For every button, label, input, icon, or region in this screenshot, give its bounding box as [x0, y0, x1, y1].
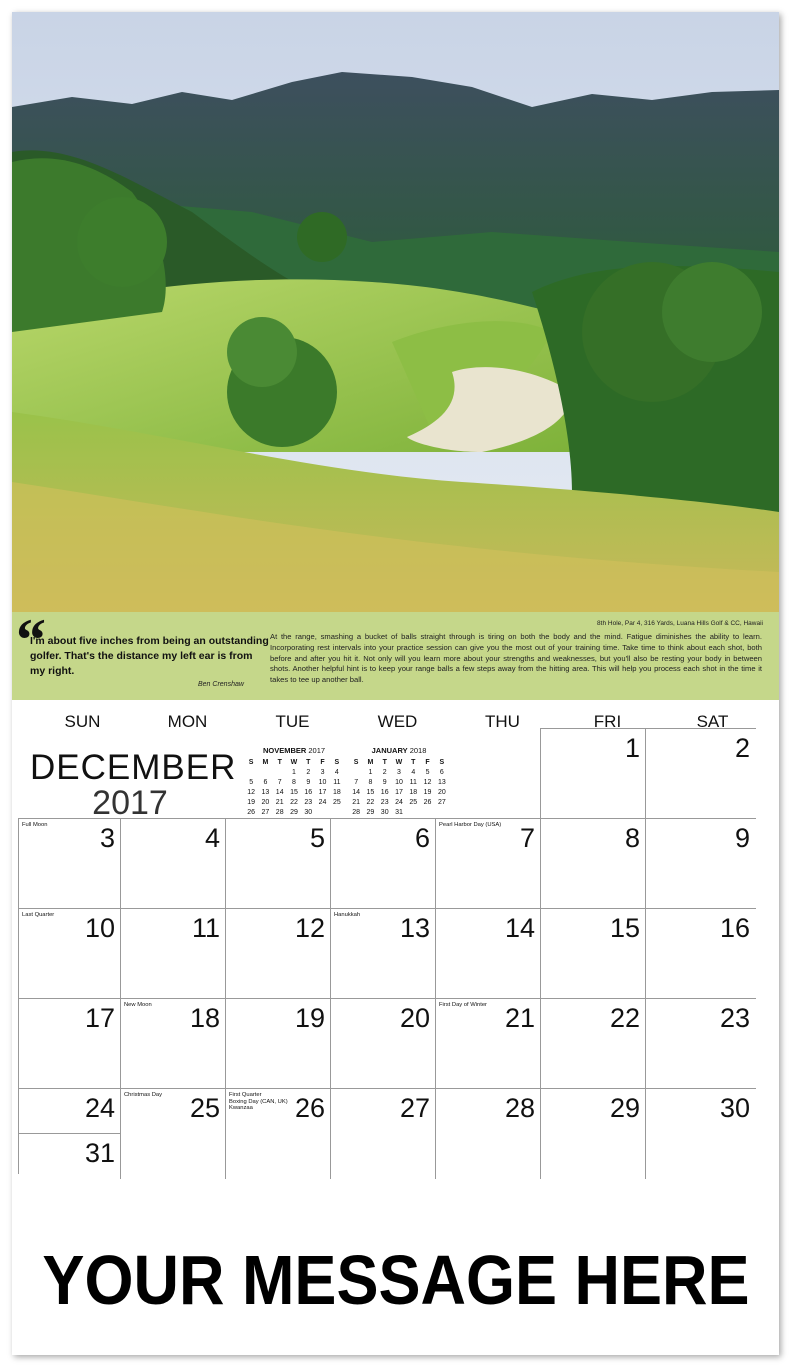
- golf-tip-text: At the range, smashing a bucket of balls straight through is tiring on both the body and the mind. Fatigue diminishes the ability to learn. Incorporating rest intervals into your practice session can give you the most out of your training time. Take time to think about each shot, both before and after you hit it. Not only will you learn more about your strengths and weaknesses, but you'll also be resting your body in between shots. Another helpful hint is to keep your range balls a few steps away from the hitting area. This will help you process each shot in the time it takes to tee up another ball.: [270, 632, 762, 685]
- mini-week-row: [349, 787, 449, 797]
- day-cell[interactable]: [645, 728, 756, 819]
- mini-day: 28: [275, 808, 284, 816]
- day-number: 9: [734, 823, 750, 853]
- day-number: 31: [84, 1138, 115, 1168]
- day-number: 11: [191, 913, 220, 943]
- day-cell[interactable]: [645, 998, 756, 1089]
- day-number: 14: [504, 913, 535, 943]
- mini-day: 22: [366, 798, 375, 806]
- mini-day: 21: [275, 798, 284, 806]
- day-event-label: Pearl Harbor Day (USA): [439, 822, 502, 828]
- mini-calendar-previous: [244, 746, 344, 817]
- golf-course-photo: [12, 12, 779, 612]
- day-cell[interactable]: [330, 1088, 436, 1179]
- day-number: 26: [294, 1093, 325, 1123]
- day-cell[interactable]: [18, 1133, 121, 1174]
- mini-weekday: T: [306, 758, 311, 766]
- day-cell[interactable]: [435, 908, 541, 999]
- mini-day: 19: [247, 798, 256, 806]
- mini-day: 2: [306, 768, 311, 776]
- day-cell[interactable]: [330, 998, 436, 1089]
- day-number: 24: [84, 1093, 115, 1123]
- day-cell[interactable]: [120, 908, 226, 999]
- mini-day: 15: [366, 788, 375, 796]
- day-number: 13: [399, 913, 430, 943]
- day-event-label: Christmas Day: [124, 1092, 163, 1098]
- day-cell[interactable]: [540, 728, 646, 819]
- mini-day: 31: [395, 808, 403, 816]
- day-number: 22: [609, 1003, 640, 1033]
- footer-message: YOUR MESSAGE HERE: [42, 1241, 750, 1319]
- mini-day: 9: [306, 778, 311, 786]
- mini-day: 18: [409, 788, 418, 796]
- mini-day: 6: [439, 768, 444, 776]
- mini-week-row: [349, 797, 449, 807]
- mini-day: [406, 807, 420, 817]
- day-cell[interactable]: [435, 818, 541, 909]
- day-cell[interactable]: [435, 1088, 541, 1179]
- mini-week-row: [349, 767, 449, 777]
- mini-day: 6: [263, 778, 268, 786]
- day-number: 8: [624, 823, 640, 853]
- day-number: 10: [84, 913, 115, 943]
- mini-weekday: S: [353, 758, 359, 766]
- mini-day: 1: [292, 768, 296, 776]
- mini-weekday: S: [248, 758, 254, 766]
- mini-day: 14: [275, 788, 284, 796]
- photo-caption: 8th Hole, Par 4, 316 Yards, Luana Hills Golf & CC, Hawaii: [597, 620, 763, 627]
- day-number: 4: [204, 823, 220, 853]
- mini-day: 29: [290, 808, 298, 816]
- mini-calendar-title: [349, 746, 449, 755]
- mini-weekday: F: [320, 758, 325, 766]
- mini-day: 4: [411, 768, 416, 776]
- day-cell[interactable]: [435, 998, 541, 1089]
- mini-week-row: [244, 807, 344, 817]
- mini-weekday: W: [290, 758, 298, 766]
- mini-weekday: S: [334, 758, 340, 766]
- day-number: 16: [719, 913, 750, 943]
- mini-day: 30: [380, 808, 389, 816]
- day-cell[interactable]: [540, 818, 646, 909]
- day-cell[interactable]: [18, 908, 121, 999]
- day-number: 19: [294, 1003, 325, 1033]
- day-number: 18: [189, 1003, 220, 1033]
- day-number: 23: [719, 1003, 750, 1033]
- weekday-mon: MON: [167, 712, 208, 731]
- mini-day: [435, 807, 449, 817]
- day-event-label: First Quarter Boxing Day (CAN, UK) Kwanzaa: [229, 1092, 288, 1111]
- day-event-label: Last Quarter: [22, 912, 55, 918]
- day-number: 7: [519, 823, 535, 853]
- day-cell[interactable]: [120, 998, 226, 1089]
- day-number: 15: [609, 913, 640, 943]
- mini-day: [315, 807, 329, 817]
- day-cell[interactable]: [540, 1088, 646, 1179]
- day-cell[interactable]: [120, 818, 226, 909]
- mini-day: 10: [318, 778, 327, 786]
- mini-day: 7: [277, 778, 282, 786]
- day-number: 6: [414, 823, 430, 853]
- mini-day: 7: [354, 778, 359, 786]
- mini-day: 11: [333, 778, 341, 786]
- mini-day: 8: [292, 778, 296, 786]
- mini-day: [258, 767, 272, 777]
- mini-day: 19: [423, 788, 432, 796]
- mini-day: 12: [423, 778, 432, 786]
- day-number: 2: [734, 733, 750, 763]
- quote-text: I'm about five inches from being an outstanding golfer. That's the distance my left ear is from my right.: [30, 635, 269, 677]
- mini-weekday: T: [411, 758, 416, 766]
- mini-weekday: W: [395, 758, 403, 766]
- mini-month-name: NOVEMBER: [262, 746, 307, 755]
- mini-day: 17: [395, 788, 403, 796]
- day-cell[interactable]: [540, 998, 646, 1089]
- mini-week-row: [349, 807, 449, 817]
- mini-day: 29: [366, 808, 375, 816]
- day-number: 28: [504, 1093, 535, 1123]
- mini-day: 23: [380, 798, 389, 806]
- mini-day: 14: [352, 788, 361, 796]
- mini-day: 25: [409, 798, 418, 806]
- day-cell[interactable]: [225, 1088, 331, 1179]
- mini-week-row: [244, 797, 344, 807]
- mini-calendar-grid: [244, 757, 344, 817]
- mini-day: [420, 807, 434, 817]
- mini-day: 4: [334, 768, 339, 776]
- day-number: 27: [399, 1093, 430, 1123]
- landscape-illustration: [12, 12, 779, 612]
- day-cell[interactable]: [18, 1088, 121, 1134]
- mini-day: 2: [382, 768, 387, 776]
- mini-day: 5: [249, 778, 254, 786]
- day-number: 20: [399, 1003, 430, 1033]
- mini-weekday: T: [382, 758, 387, 766]
- mini-day: 20: [261, 798, 270, 806]
- day-number: 3: [99, 823, 115, 853]
- weekday-tue: TUE: [275, 712, 310, 731]
- mini-calendar-next: [349, 746, 449, 817]
- mini-day: [244, 767, 258, 777]
- day-number: 5: [309, 823, 325, 853]
- mini-calendar-grid: [349, 757, 449, 817]
- day-number: 25: [189, 1093, 220, 1123]
- day-number: 17: [84, 1003, 115, 1033]
- day-number: 21: [504, 1003, 535, 1033]
- mini-day: 9: [382, 778, 387, 786]
- day-cell[interactable]: [330, 818, 436, 909]
- mini-day: [330, 807, 344, 817]
- day-cell[interactable]: [645, 818, 756, 909]
- info-bar: [12, 607, 779, 700]
- mini-day: 30: [304, 808, 313, 816]
- mini-day: 5: [425, 768, 430, 776]
- mini-day: 25: [332, 798, 341, 806]
- day-cell[interactable]: [120, 1088, 226, 1179]
- mini-day: 10: [395, 778, 403, 786]
- mini-day: [349, 767, 363, 777]
- weekday-sat: SAT: [696, 712, 729, 731]
- mini-day: 28: [352, 808, 361, 816]
- mini-day: 13: [261, 788, 270, 796]
- mini-weekday: F: [425, 758, 430, 766]
- day-cell[interactable]: [18, 998, 121, 1089]
- mini-day: 12: [247, 788, 256, 796]
- mini-day: 21: [352, 798, 361, 806]
- mini-year: 2017: [308, 746, 326, 755]
- mini-day: 13: [437, 778, 446, 786]
- day-event-label: Full Moon: [22, 822, 48, 828]
- mini-week-row: [349, 777, 449, 787]
- day-cell[interactable]: [330, 908, 436, 999]
- weekday-thu: THU: [485, 712, 520, 731]
- mini-day: 11: [409, 778, 417, 786]
- mini-day: 16: [380, 788, 389, 796]
- mini-year: 2018: [409, 746, 427, 755]
- day-cell[interactable]: [540, 908, 646, 999]
- day-cell[interactable]: [225, 818, 331, 909]
- mini-weekday-row: [244, 757, 344, 767]
- mini-day: 27: [437, 798, 446, 806]
- mini-day: 3: [320, 768, 325, 776]
- day-cell[interactable]: [18, 818, 121, 909]
- mini-day: 18: [332, 788, 341, 796]
- mini-day: 24: [395, 798, 403, 806]
- day-number: 30: [719, 1093, 750, 1123]
- day-event-label: New Moon: [124, 1002, 152, 1008]
- day-cell[interactable]: [645, 1088, 756, 1179]
- day-number: 1: [624, 733, 640, 763]
- mini-day: 20: [437, 788, 446, 796]
- month-name: DECEMBER: [30, 748, 237, 787]
- day-cell[interactable]: [645, 908, 756, 999]
- mini-weekday-row: [349, 757, 449, 767]
- mini-day: [273, 767, 287, 777]
- mini-weekday: T: [277, 758, 282, 766]
- mini-day: 23: [304, 798, 313, 806]
- quote-author: Ben Crenshaw: [198, 681, 244, 688]
- day-cell[interactable]: [225, 908, 331, 999]
- mini-day: 24: [318, 798, 327, 806]
- day-cell[interactable]: [225, 998, 331, 1089]
- weekday-wed: WED: [377, 712, 418, 731]
- mini-day: 22: [290, 798, 298, 806]
- mini-day: 26: [247, 808, 256, 816]
- mini-day: 17: [318, 788, 327, 796]
- mini-week-row: [244, 767, 344, 777]
- mini-day: 16: [304, 788, 313, 796]
- mini-week-row: [244, 787, 344, 797]
- mini-day: 1: [368, 768, 373, 776]
- day-number: 12: [294, 913, 325, 943]
- weekday-sun: SUN: [64, 712, 101, 731]
- day-event-label: Hanukkah: [334, 912, 361, 918]
- day-event-label: First Day of Winter: [439, 1002, 487, 1008]
- mini-weekday: S: [439, 758, 445, 766]
- month-year: 2017: [92, 784, 168, 822]
- weekday-fri: FRI: [593, 712, 622, 731]
- mini-day: 26: [423, 798, 432, 806]
- quote-mark-icon: “: [16, 607, 46, 673]
- mini-weekday: M: [367, 758, 374, 766]
- mini-weekday: M: [262, 758, 269, 766]
- mini-week-row: [244, 777, 344, 787]
- calendar-page: [12, 12, 779, 1355]
- mini-day: 15: [290, 788, 298, 796]
- mini-day: 8: [368, 778, 373, 786]
- mini-day: 27: [261, 808, 270, 816]
- mini-calendar-title: [244, 746, 344, 755]
- mini-month-name: JANUARY: [371, 746, 408, 755]
- mini-day: 3: [397, 768, 401, 776]
- day-number: 29: [609, 1093, 640, 1123]
